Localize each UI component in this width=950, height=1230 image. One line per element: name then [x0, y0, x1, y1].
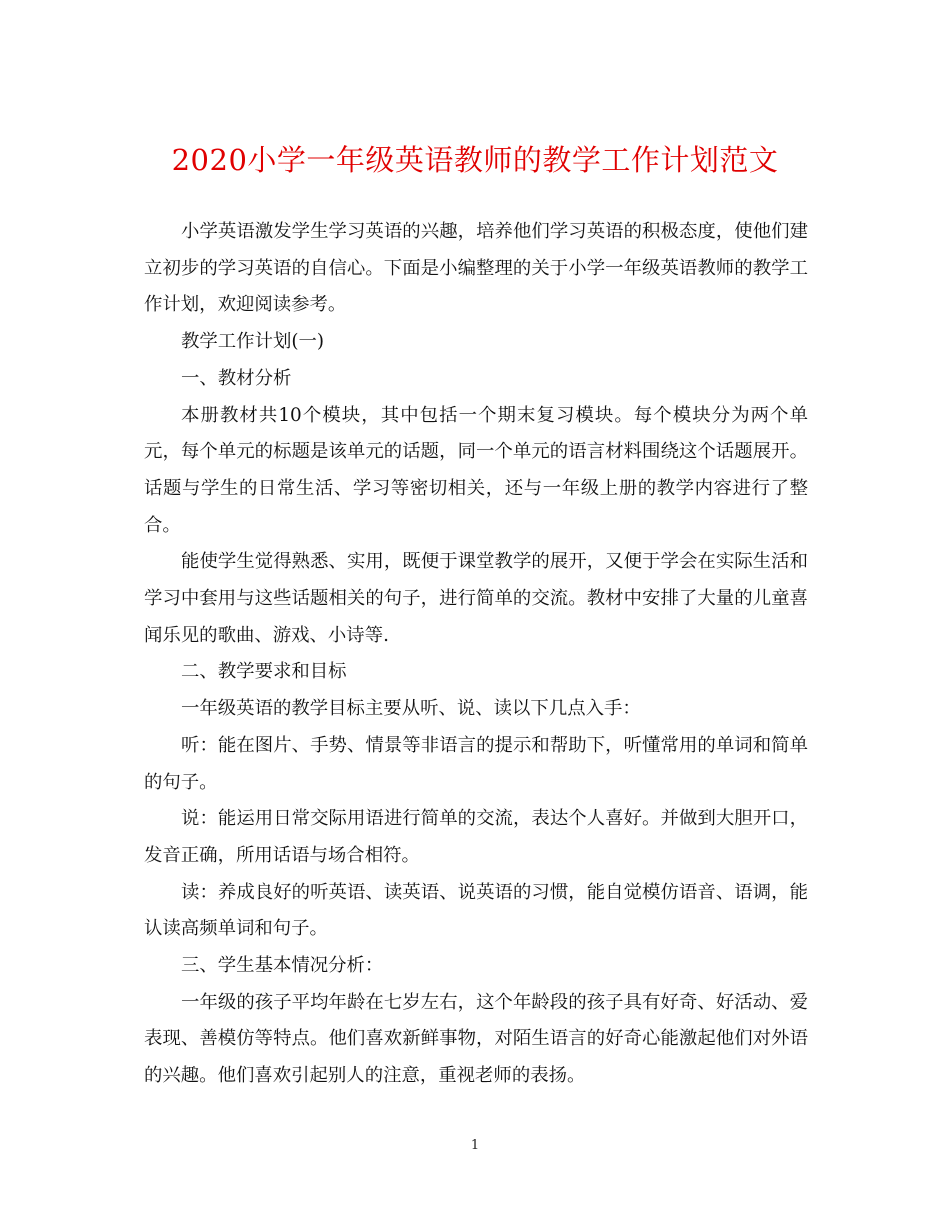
section-heading-students: 三、学生基本情况分析： — [181, 955, 384, 977]
paragraph-plan-heading: 教学工作计划(一) — [181, 331, 325, 353]
section-heading-goals: 二、教学要求和目标 — [181, 661, 347, 683]
paragraph-speaking: 说：能运用日常交际用语进行简单的交流，表达个人喜好。并做到大胆开口，发音正确，所用话语与场合相符。 — [144, 808, 808, 866]
paragraph-materials-2: 能使学生觉得熟悉、实用，既便于课堂教学的展开，又便于学会在实际生活和学习中套用与这些话题相关的句子，进行简单的交流。教材中安排了大量的儿童喜闻乐见的歌曲、游戏、小诗等. — [144, 551, 808, 646]
paragraph-goals-intro: 一年级英语的教学目标主要从听、说、读以下几点入手： — [181, 698, 641, 720]
document-body — [144, 214, 808, 1095]
paragraph-reading: 读：养成良好的听英语、读英语、说英语的习惯，能自觉模仿语音、语调，能认读高频单词和句子。 — [144, 881, 808, 940]
page-number: 1 — [470, 1138, 480, 1153]
paragraph-listening: 听：能在图片、手势、情景等非语言的提示和帮助下，听懂常用的单词和简单的句子。 — [144, 734, 808, 793]
section-heading-materials: 一、教材分析 — [181, 367, 292, 389]
paragraph-intro: 小学英语激发学生学习英语的兴趣，培养他们学习英语的积极态度，使他们建立初步的学习英语的自信心。下面是小编整理的关于小学一年级英语教师的教学工作计划，欢迎阅读参考。 — [144, 221, 808, 316]
paragraph-students: 一年级的孩子平均年龄在七岁左右，这个年龄段的孩子具有好奇、好活动、爱表现、善模仿等特点。他们喜欢新鲜事物，对陌生语言的好奇心能激起他们对外语的兴趣。他们喜欢引起别人的注意，重视老师的表扬。 — [144, 991, 808, 1087]
document-title: 2020小学一年级英语教师的教学工作计划范文 — [171, 143, 779, 177]
paragraph-materials: 本册教材共10个模块，其中包括一个期末复习模块。每个模块分为两个单元，每个单元的标题是该单元的话题，同一个单元的语言材料围绕这个话题展开。话题与学生的日常生活、学习等密切相关，还与一年级上册的教学内容进行了整合。 — [144, 404, 808, 536]
